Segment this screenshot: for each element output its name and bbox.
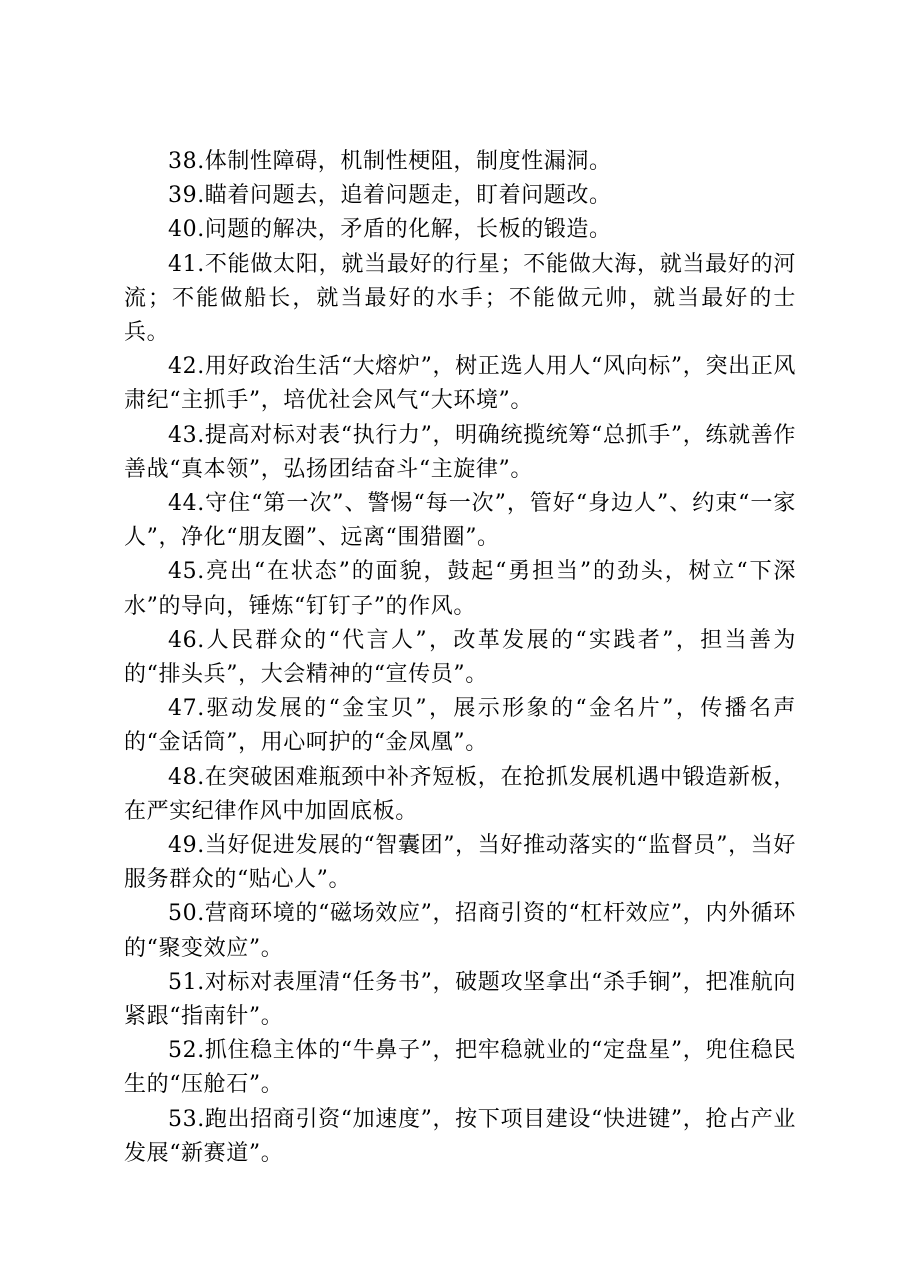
- paragraph-38: 38.体制性障碍，机制性梗阻，制度性漏洞。: [168, 149, 612, 174]
- paragraph-53: 53.跑出招商引资“加速度”，按下项目建设“快进键”，抢占产业发展“新赛道”。: [124, 1106, 796, 1166]
- paragraph-46: 46.人民群众的“代言人”，改革发展的“实践者”，担当善为的“排头兵”，大会精神的“宣传员”。: [124, 627, 796, 688]
- paragraph-49: 49.当好促进发展的“智囊团”，当好推动落实的“监督员”，当好服务群众的“贴心人”。: [124, 833, 796, 893]
- paragraph-51: 51.对标对表厘清“任务书”，破题攻坚拿出“杀手锏”，把准航向紧跟“指南针”。: [124, 969, 796, 1030]
- document-body: [124, 145, 796, 1171]
- paragraph-39: 39.瞄着问题去，追着问题走，盯着问题改。: [168, 183, 612, 209]
- paragraph-52: 52.抓住稳主体的“牛鼻子”，把牢稳就业的“定盘星”，兜住稳民生的“压舱石”。: [124, 1038, 796, 1098]
- paragraph-45: 45.亮出“在状态”的面貌，鼓起“勇担当”的劲头，树立“下深水”的导向，锤炼“钉钉子”的作风。: [124, 559, 796, 619]
- paragraph-41: 41.不能做太阳，就当最好的行星；不能做大海，就当最好的河流；不能做船长，就当最好的水手；不能做元帅，就当最好的士兵。: [124, 251, 796, 346]
- paragraph-48: 48.在突破困难瓶颈中补齐短板，在抢抓发展机遇中锻造新板，在严实纪律作风中加固底板。: [124, 764, 796, 824]
- paragraph-40: 40.问题的解决，矛盾的化解，长板的锻造。: [168, 217, 612, 243]
- paragraph-42: 42.用好政治生活“大熔炉”，树正选人用人“风向标”，突出正风肃纪“主抓手”，培优社会风气“大环境”。: [124, 354, 796, 414]
- paragraph-50: 50.营商环境的“磁场效应”，招商引资的“杠杆效应”，内外循环的“聚变效应”。: [124, 901, 796, 961]
- paragraph-43: 43.提高对标对表“执行力”，明确统揽统筹“总抓手”，练就善作善战“真本领”，弘扬团结奋斗“主旋律”。: [124, 422, 796, 482]
- paragraph-47: 47.驱动发展的“金宝贝”，展示形象的“金名片”，传播名声的“金话筒”，用心呵护的“金凤凰”。: [124, 696, 796, 756]
- paragraph-44: 44.守住“第一次”、警惕“每一次”，管好“身边人”、约束“一家人”，净化“朋友圈”、远离“围猎圈”。: [124, 491, 796, 551]
